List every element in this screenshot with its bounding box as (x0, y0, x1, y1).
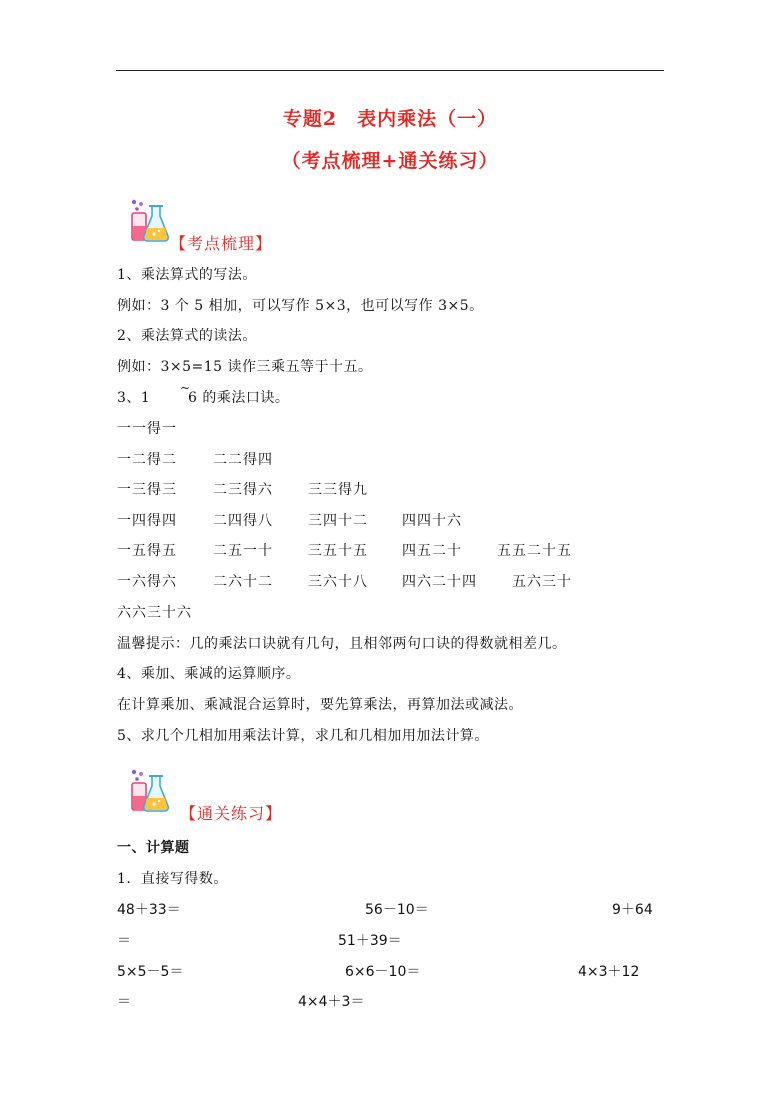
table-cell: 一五得五 (117, 543, 177, 559)
table-cell: 四五二十 (402, 543, 462, 559)
calc-item: 4×4＋3＝ (298, 994, 365, 1010)
calc-item: 51＋39＝ (338, 933, 402, 949)
table-cell: 二六十二 (213, 574, 273, 590)
table-cell: 二五一十 (213, 543, 273, 559)
item-3-suffix: 6 的乘法口诀。 (188, 390, 290, 406)
table-cell: 三六十八 (308, 574, 368, 590)
table-cell: 三五十五 (308, 543, 368, 559)
item-1-example: 例如：3 个 5 相加，可以写作 5×3，也可以写作 3×5。 (117, 298, 484, 314)
calc-item: 9＋64 (612, 902, 653, 918)
table-cell: 一三得三 (117, 482, 177, 498)
calc-item: 6×6－10＝ (345, 964, 421, 980)
table-cell: 五五二十五 (497, 543, 572, 559)
table-cell: 一四得四 (117, 513, 177, 529)
table-cell: 二二得四 (213, 452, 273, 468)
calc-item: 56－10＝ (365, 902, 429, 918)
table-cell: 二三得六 (213, 482, 273, 498)
part-1-heading: 一、计算题 (117, 840, 190, 856)
page-subtitle: （考点梳理+通关练习） (281, 150, 499, 172)
calc-item: 4×3＋12 (578, 964, 640, 980)
chemistry-flask-icon (128, 768, 170, 814)
tilde-symbol: ~ (180, 381, 191, 395)
table-cell: 三三得九 (308, 482, 368, 498)
page-title: 专题2 表内乘法（一） (282, 108, 498, 130)
item-4-text: 在计算乘加、乘减混合运算时，要先算乘法，再算加法或减法。 (117, 697, 523, 713)
calc-item: 5×5－5＝ (117, 964, 184, 980)
table-cell: 四六二十四 (402, 574, 477, 590)
table-cell: 一一得一 (117, 421, 177, 437)
question-1: 1．直接写得数。 (117, 871, 228, 887)
table-cell: 六六三十六 (117, 605, 192, 621)
item-2-heading: 2、乘法算式的读法。 (117, 328, 257, 344)
chemistry-flask-icon (128, 198, 170, 244)
calc-item: ＝ (117, 933, 131, 949)
item-2-example: 例如：3×5=15 读作三乘五等于十五。 (117, 359, 373, 375)
item-5-heading: 5、求几个几相加用乘法计算，求几和几相加用加法计算。 (117, 728, 489, 744)
item-1-heading: 1、乘法算式的写法。 (117, 267, 257, 283)
table-cell: 三四十二 (308, 513, 368, 529)
table-cell: 四四十六 (402, 513, 462, 529)
table-cell: 一二得二 (117, 452, 177, 468)
section-label-practice: 【通关练习】 (180, 804, 283, 823)
item-4-heading: 4、乘加、乘减的运算顺序。 (117, 666, 301, 682)
section-label-review: 【考点梳理】 (170, 234, 273, 253)
tip-text: 温馨提示：几的乘法口诀就有几句，且相邻两句口诀的得数就相差几。 (117, 636, 567, 652)
table-cell: 一六得六 (117, 574, 177, 590)
item-3-prefix: 3、1 (117, 390, 151, 406)
calc-item: 48＋33＝ (117, 902, 181, 918)
table-cell: 二四得八 (213, 513, 273, 529)
item-3-heading (117, 381, 290, 407)
table-cell: 五六三十 (512, 574, 572, 590)
calc-item: ＝ (117, 994, 131, 1010)
header-rule (116, 70, 664, 71)
